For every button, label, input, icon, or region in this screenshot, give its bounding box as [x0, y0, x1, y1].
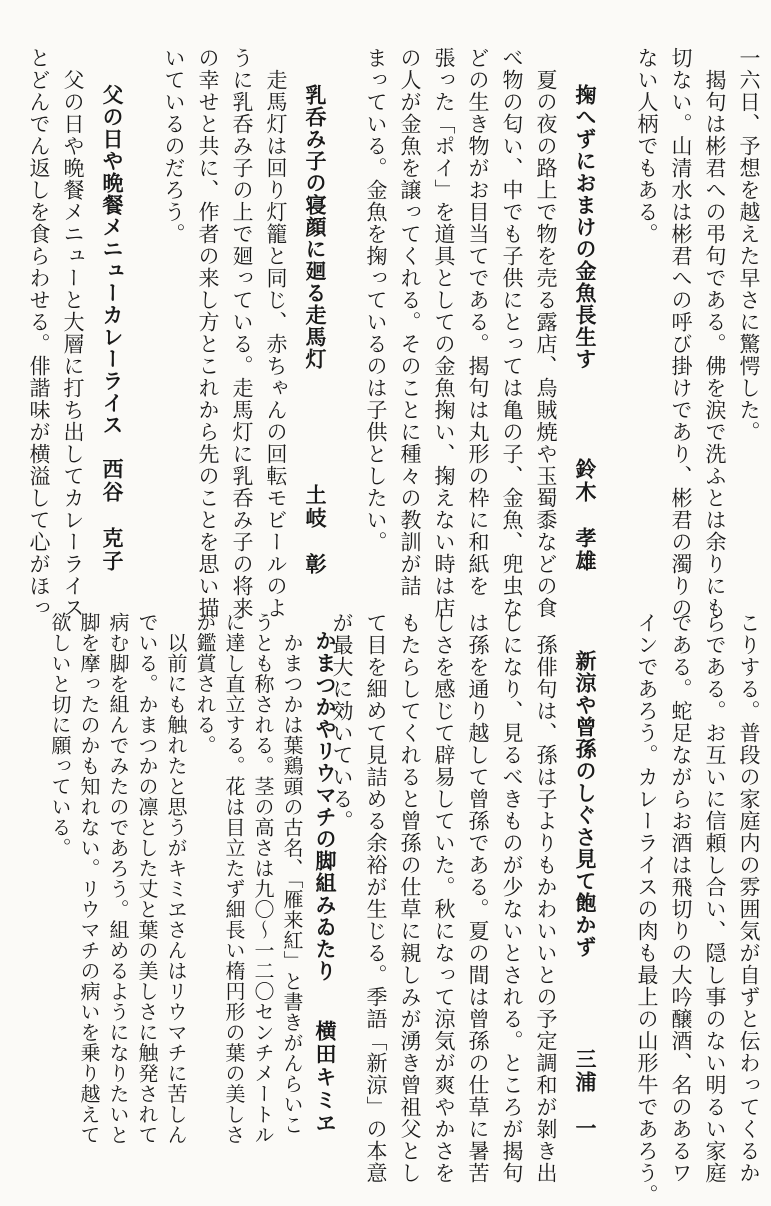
text-line: 孫俳句は、孫は子よりもかわいいとの予定調和が剝き出	[534, 612, 558, 1184]
text-line: の人が金魚を譲ってくれる。そのことに種々の教訓が詰	[398, 47, 422, 597]
text-line: でいる。かまつかの凛とした丈と葉の美しさに触発されて	[135, 612, 159, 1145]
text-line: どの生き物がお目当てである。揭句は丸形の枠に和紙を	[466, 47, 490, 597]
text-line: 欲しいと切に願っている。	[48, 612, 72, 858]
haiku-author: 三浦 一	[573, 1048, 597, 1140]
haiku-title: 掬へずにおまけの金魚長生す	[573, 84, 597, 370]
haiku-title: 新涼や曾孫のしぐさ見て飽かず	[573, 650, 597, 958]
text-line: が最大に効いている。	[330, 612, 354, 832]
text-line: 一六日、予想を越えた早さに驚愕した。	[737, 47, 761, 443]
text-line: こりする。普段の家庭内の雰囲気が自ずと伝わってくるか	[737, 612, 761, 1184]
text-line: 切ない。山清水は彬君への呼び掛けであり、彬君の濁りの	[669, 47, 693, 619]
text-line: とどんでん返しを食らわせる。俳諧味が横溢して心がほっ	[27, 47, 51, 619]
text-line: もたらしてくれると曾孫の仕草に親しみが湧き曾祖父とし	[398, 612, 422, 1184]
text-line: に達し直立する。花は目立たず細長い楕円形の葉の美しさ	[222, 612, 246, 1145]
text-line: の幸せと共に、作者の来し方とこれから先のことを思い描	[196, 47, 220, 619]
text-line: うに乳呑み子の上で廻っている。走馬灯に乳呑み子の将来	[230, 47, 254, 619]
text-line: 張った「ポイ」を道具としての金魚掬い、掬えない時は店	[432, 47, 456, 619]
text-line: ない人柄でもある。	[635, 47, 659, 245]
text-line: しになり、見るべきものが少ないとされる。ところが揭句	[500, 612, 524, 1184]
text-line: いているのだろう。	[162, 47, 186, 245]
text-line: まっている。金魚を掬っているのは子供としたい。	[364, 47, 388, 553]
haiku-title: 乳呑み子の寝顔に廻る走馬灯	[303, 84, 327, 370]
text-line: 夏の夜の路上で物を売る露店、烏賊焼や玉蜀黍などの食	[534, 47, 558, 619]
text-line: かまつかは葉鶏頭の古名、「雁来紅」と書きがんらいこ	[280, 612, 304, 1135]
text-line: らである。お互いに信頼し合い、隠し事のない明るい家庭	[703, 612, 727, 1184]
text-line: 父の日や晩餐メニューと大層に打ち出してカレーライス	[61, 47, 85, 619]
text-line: べ物の匂い、中でも子供にとっては亀の子、金魚、兜虫な	[500, 47, 524, 619]
text-line: 揭句は彬君への弔句である。佛を涙で洗ふとは余りにも	[703, 47, 727, 619]
text-line: 病む脚を組んでみたのであろう。組めるようになりたいと	[106, 612, 130, 1145]
haiku-title: 父の日や晩餐メニューカレーライス	[100, 84, 124, 436]
haiku-author: 土岐 彰	[303, 484, 327, 576]
text-line: 走馬灯は回り灯籠と同じ、赤ちゃんの回転モビールのよ	[264, 47, 288, 619]
text-line: て目を細めて見詰める余裕が生じる。季語「新涼」の本意	[364, 612, 388, 1184]
text-line: 以前にも触れたと思うがキミヱさんはリウマチに苦しん	[164, 612, 188, 1145]
text-line: である。蛇足ながらお酒は飛切りの大吟醸酒、名のあるワ	[669, 612, 693, 1184]
haiku-author: 横田キミヱ	[313, 1020, 337, 1135]
text-line: は孫を通り越して曾孫である。夏の間は曾孫の仕草に暑苦	[466, 612, 490, 1184]
text-line: が鑑賞される。	[193, 612, 217, 756]
text-line: インであろう。カレーライスの肉も最上の山形牛であろう。	[635, 612, 659, 1206]
haiku-author: 鈴木 孝雄	[573, 458, 597, 573]
text-line: しさを感じて辟易していた。秋になって涼気が爽やかさを	[432, 612, 456, 1184]
text-line: うとも称される。茎の高さは九〇～一二〇センチメートル	[251, 612, 275, 1145]
haiku-author: 西谷 克子	[100, 458, 124, 573]
haiku-title: かまつかやリウマチの脚組みゐたり	[313, 630, 337, 982]
block-divider	[28, 582, 743, 583]
text-line: 脚を摩ったのかも知れない。リウマチの病いを乗り越えて	[77, 612, 101, 1145]
